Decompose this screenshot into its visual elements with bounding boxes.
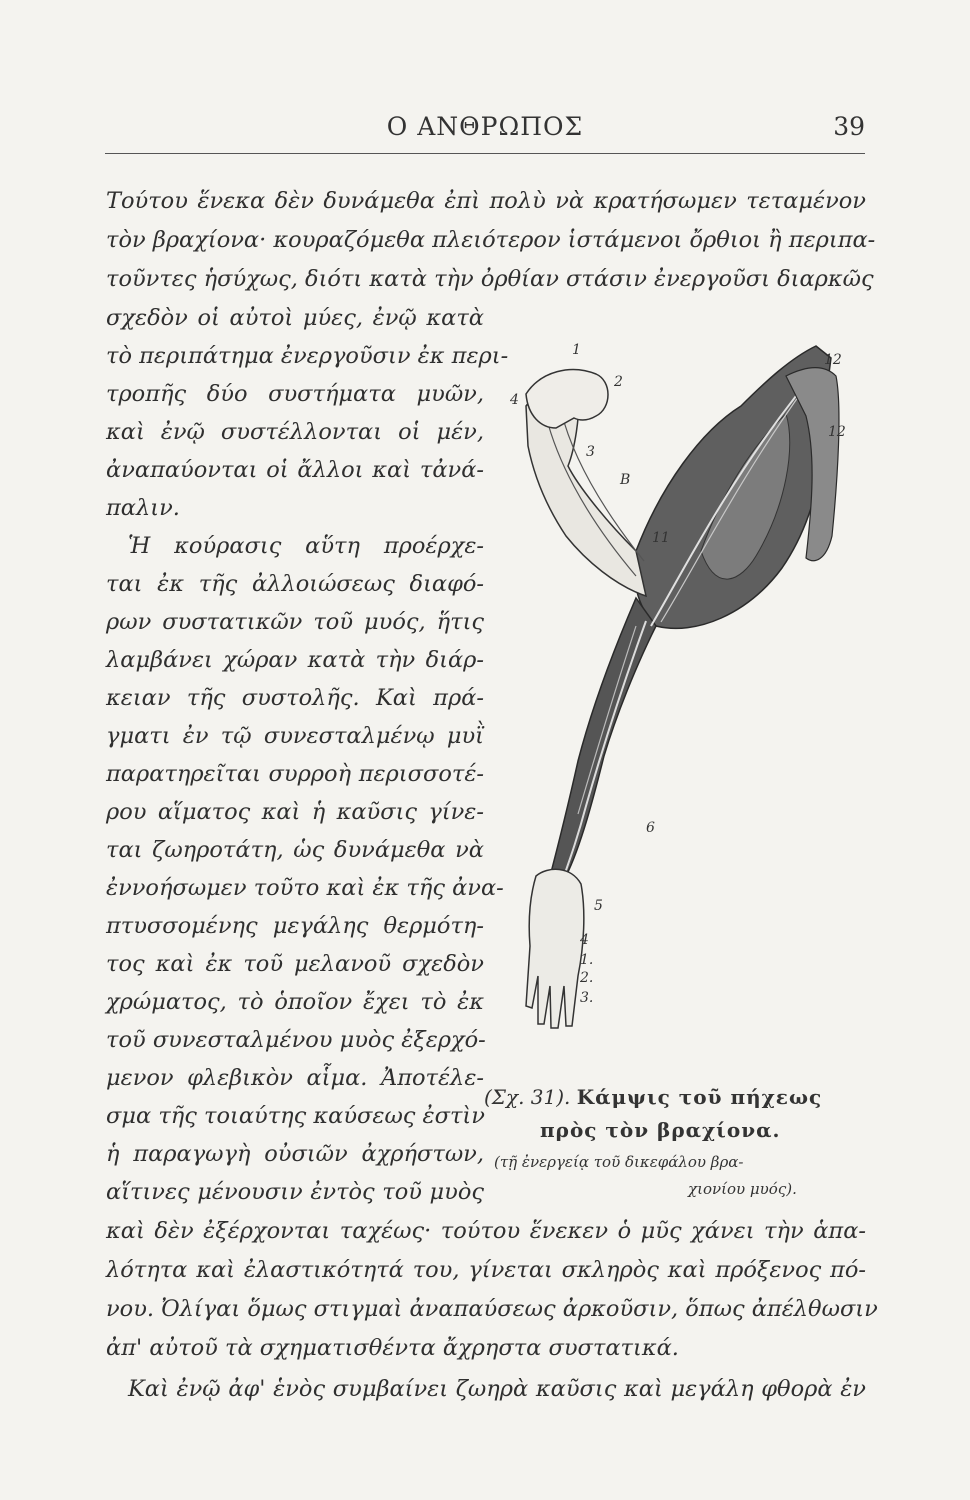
text-line: ἡ παραγωγὴ οὐσιῶν ἀχρήστων,	[106, 1141, 484, 1167]
text-line: Ἡ κούρασις αὕτη προέρχε-	[128, 533, 484, 559]
text-line: τοῦ συνεσταλμένου μυὸς ἐξερχό-	[106, 1027, 486, 1053]
figure-label: 12	[828, 424, 846, 440]
text-line: αἵτινες μένουσιν ἐντὸς τοῦ μυὸς	[106, 1179, 484, 1205]
figure-label: B	[620, 472, 631, 488]
text-line: ται ἐκ τῆς ἀλλοιώσεως διαφό-	[106, 571, 484, 597]
text-line: ἀναπαύονται οἱ ἄλλοι καὶ τἀνά-	[106, 457, 484, 483]
text-line: νου. Ὀλίγαι ὅμως στιγμαὶ ἀναπαύσεως ἀρκοῦσιν, ὅπως ἀπέλθωσιν	[106, 1296, 878, 1322]
arm-drawing	[486, 336, 864, 1042]
figure-note-continued: χιονίου μυός).	[688, 1180, 797, 1198]
text-line: ἀπ' αὐτοῦ τὰ σχηματισθέντα ἄχρηστα συστατικά.	[106, 1335, 679, 1361]
fist-shape	[526, 370, 608, 428]
figure-title: Κάμψις τοῦ πήχεως	[576, 1085, 823, 1109]
figure-label: 11	[652, 530, 670, 546]
page-number: 39	[833, 112, 865, 141]
figure-label: 12	[824, 352, 842, 368]
text-line: καὶ ἐνῷ συστέλλονται οἱ μέν,	[106, 419, 484, 445]
header-rule	[105, 153, 865, 154]
figure-label: 3.	[580, 990, 594, 1006]
figure-label: 6	[646, 820, 655, 836]
text-line: λότητα καὶ ἐλαστικότητά του, γίνεται σκληρὸς καὶ πρόξενος πό-	[106, 1257, 866, 1283]
figure-label: 2.	[580, 970, 594, 986]
figure-label: 4	[510, 392, 519, 408]
text-line: ται ζωηροτάτη, ὡς δυνάμεθα νὰ	[106, 837, 484, 863]
text-line: ἐννοήσωμεν τοῦτο καὶ ἐκ τῆς ἀνα-	[106, 875, 504, 901]
text-line: σμα τῆς τοιαύτης καύσεως ἐστὶν	[106, 1103, 485, 1129]
text-line: Καὶ ἐνῷ ἀφ' ἑνὸς συμβαίνει ζωηρὰ καῦσις καὶ μεγάλη φθορὰ ἐν	[128, 1376, 866, 1402]
text-line: τὸ περιπάτημα ἐνεργοῦσιν ἐκ περι-	[106, 343, 509, 369]
text-line: Τούτου ἕνεκα δὲν δυνάμεθα ἐπὶ πολὺ νὰ κρατήσωμεν τεταμένον	[106, 188, 866, 214]
text-line: ρων συστατικῶν τοῦ μυός, ἥτις	[106, 609, 484, 635]
arm-muscle-illustration	[486, 336, 864, 1042]
running-head	[105, 112, 865, 148]
figure-note: (τῇ ἐνεργείᾳ τοῦ δικεφάλου βρα-	[494, 1153, 744, 1171]
hand-shape	[526, 869, 584, 1028]
text-line: ρου αἵματος καὶ ἡ καῦσις γίνε-	[106, 799, 484, 825]
text-line: παρατηρεῖται συρροὴ περισσοτέ-	[106, 761, 484, 787]
figure-label: 5	[594, 898, 603, 914]
text-line: κειαν τῆς συστολῆς. Καὶ πρά-	[106, 685, 484, 711]
running-title: Ο ΑΝΘΡΩΠΟΣ	[386, 112, 584, 141]
figure-caption	[484, 1085, 822, 1109]
figure-label: 2	[614, 374, 623, 390]
figure-label: 1	[572, 342, 581, 358]
text-line: μενον φλεβικὸν αἷμα. Ἀποτέλε-	[106, 1065, 484, 1091]
text-line: καὶ δὲν ἐξέρχονται ταχέως· τούτου ἕνεκεν ὁ μῦς χάνει τὴν ἁπα-	[106, 1218, 866, 1244]
figure-label: 1.	[580, 952, 594, 968]
figure-reference: (Σχ. 31).	[484, 1085, 571, 1109]
text-line: λαμβάνει χώραν κατὰ τὴν διάρ-	[106, 647, 484, 673]
text-line: τροπῆς δύο συστήματα μυῶν,	[106, 381, 484, 407]
figure-label: 3	[586, 444, 595, 460]
text-line: γματι ἐν τῷ συνεσταλμένῳ μυῒ	[106, 723, 484, 749]
text-line: τος καὶ ἐκ τοῦ μελανοῦ σχεδὸν	[106, 951, 484, 977]
text-line: χρώματος, τὸ ὁποῖον ἔχει τὸ ἐκ	[106, 989, 484, 1015]
text-line: σχεδὸν οἱ αὐτοὶ μύες, ἐνῷ κατὰ	[106, 305, 484, 331]
figure-title-continued: πρὸς τὸν βραχίονα.	[540, 1118, 781, 1142]
text-line: πτυσσομένης μεγάλης θερμότη-	[106, 913, 484, 939]
text-line: τοῦντες ἡσύχως, διότι κατὰ τὴν ὀρθίαν στάσιν ἐνεργοῦσι διαρκῶς	[106, 266, 874, 292]
figure-label: 4	[580, 932, 589, 948]
text-line: παλιν.	[106, 495, 180, 521]
text-line: τὸν βραχίονα· κουραζόμεθα πλειότερον ἱστάμενοι ὄρθιοι ἢ περιπα-	[106, 227, 876, 253]
